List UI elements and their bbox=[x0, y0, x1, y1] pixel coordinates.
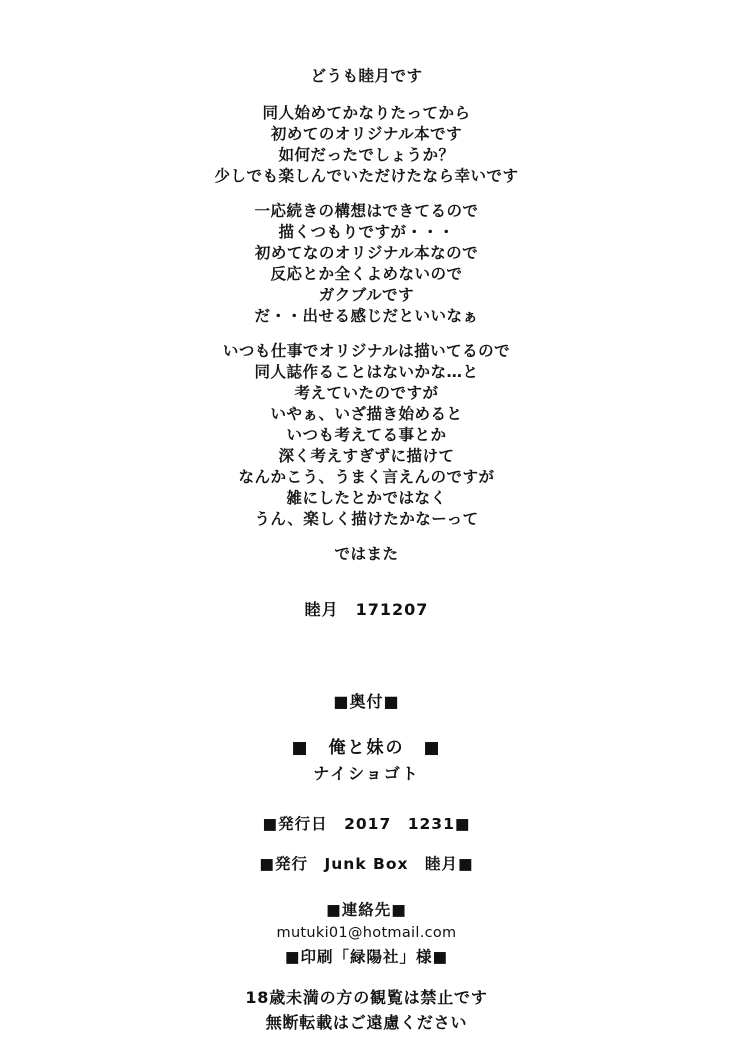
spacer bbox=[0, 530, 733, 544]
afterword-line: 少しでも楽しんでいただけたなら幸いです bbox=[214, 167, 519, 185]
afterword-line: いつも考えてる事とか bbox=[286, 426, 447, 444]
afterword-line: いやぁ、いざ描き始めると bbox=[270, 405, 463, 423]
afterword-line: 初めてなのオリジナル本なので bbox=[254, 244, 479, 262]
spacer bbox=[0, 87, 733, 103]
spacer bbox=[0, 327, 733, 341]
printer: ■印刷「緑陽社」様■ bbox=[284, 948, 449, 966]
work-subtitle: ナイショゴト bbox=[313, 764, 420, 783]
age-notice: 18歳未満の方の観覧は禁止です bbox=[245, 988, 488, 1007]
afterword-line: 一応続きの構想はできてるので bbox=[254, 202, 479, 220]
work-title: ■ 俺と妹の ■ bbox=[291, 738, 442, 758]
spacer bbox=[0, 836, 733, 852]
contact-heading: ■連絡先■ bbox=[326, 901, 407, 919]
colophon-section bbox=[0, 690, 733, 1035]
publisher: ■発行 Junk Box 睦月■ bbox=[259, 855, 474, 873]
colophon-heading: ■奥付■ bbox=[333, 692, 400, 711]
spacer bbox=[0, 714, 733, 736]
afterword-line: 深く考えすぎずに描けて bbox=[278, 447, 455, 465]
spacer bbox=[0, 876, 733, 898]
afterword-line: 如何だったでしょうか？ bbox=[278, 146, 455, 164]
spacer bbox=[0, 187, 733, 201]
afterword-line: ガクブルです bbox=[318, 286, 415, 304]
afterword-section bbox=[0, 66, 733, 620]
afterword-line: 描くつもりですが・・・ bbox=[278, 223, 455, 241]
afterword-signature: 睦月 171207 bbox=[304, 600, 429, 619]
afterword-greeting: どうも睦月です bbox=[310, 67, 423, 85]
afterword-line: 同人誌作ることはないかな…と bbox=[254, 363, 479, 381]
contact-email: mutuki01@hotmail.com bbox=[276, 925, 457, 941]
spacer bbox=[0, 786, 733, 812]
afterword-line: 雑にしたとかではなく bbox=[286, 489, 447, 507]
afterword-line: いつも仕事でオリジナルは描いてるので bbox=[222, 342, 511, 360]
afterword-line: だ・・出せる感じだといいなぁ bbox=[254, 307, 479, 325]
spacer bbox=[0, 969, 733, 985]
afterword-closing: ではまた bbox=[334, 545, 399, 563]
reprint-notice: 無断転載はご遠慮ください bbox=[265, 1013, 468, 1032]
afterword-line: なんかこう、うまく言えんのですが bbox=[238, 468, 495, 486]
afterword-line: 初めてのオリジナル本です bbox=[270, 125, 463, 143]
afterword-line: 同人始めてかなりたってから bbox=[262, 104, 471, 122]
afterword-line: 反応とか全くよめないので bbox=[270, 265, 463, 283]
publish-date: ■発行日 2017 1231■ bbox=[262, 815, 471, 833]
afterword-line: うん、楽しく描けたかなーって bbox=[254, 510, 479, 528]
afterword-line: 考えていたのですが bbox=[294, 384, 439, 402]
